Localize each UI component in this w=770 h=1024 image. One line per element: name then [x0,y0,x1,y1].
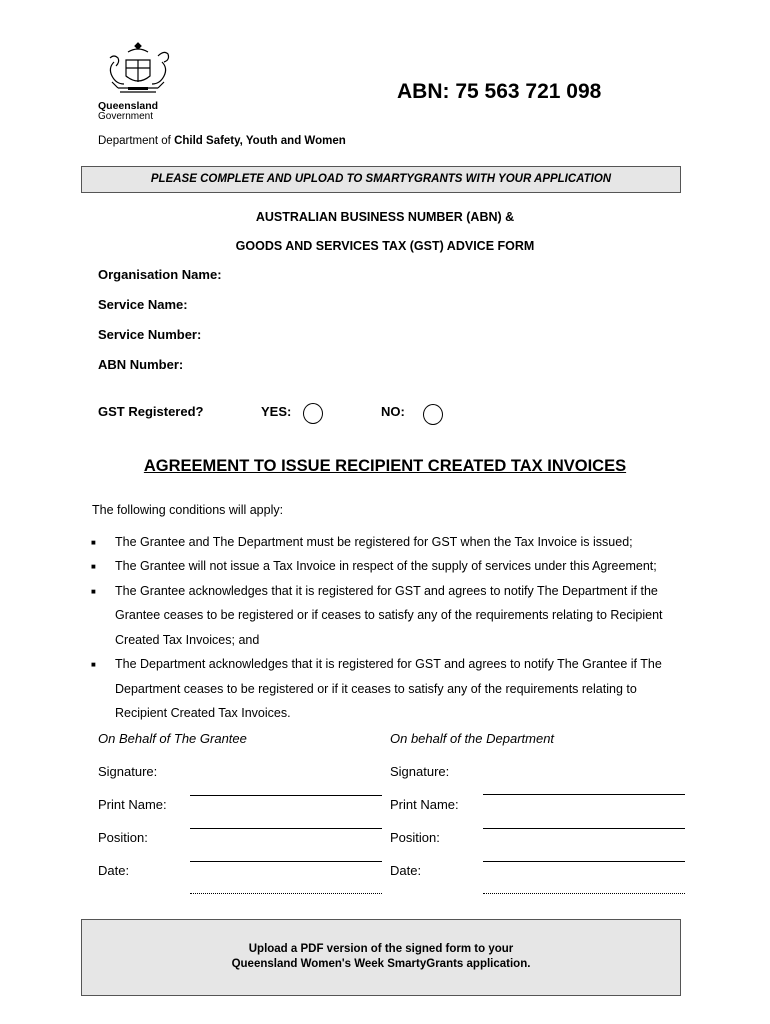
bullet-4: ■ [91,660,96,669]
condition-3-line2: Grantee ceases to be registered or if ceases to satisfy any of the requirements relating to Recipient [115,608,663,622]
department-print-name-label: Print Name: [390,797,459,812]
service-number-label: Service Number: [98,327,202,342]
department-date-label: Date: [390,863,422,878]
conditions-intro: The following conditions will apply: [92,503,284,517]
upload-instructions-line2: Queensland Women's Week SmartyGrants application. [231,958,531,970]
grantee-position-label: Position: [98,830,148,845]
gst-yes-label: YES: [261,404,292,419]
grantee-signature-line[interactable] [190,795,382,796]
upload-instructions-line1: Upload a PDF version of the signed form to your [248,943,514,955]
gst-no-label: NO: [381,404,405,419]
condition-3-line1: The Grantee acknowledges that it is registered for GST and agrees to notify The Department if the [115,584,658,598]
gst-yes-radio[interactable] [303,403,323,424]
form-title-line1: AUSTRALIAN BUSINESS NUMBER (ABN) & [255,210,515,224]
gst-no-radio[interactable] [423,404,443,425]
department-heading: On behalf of the Department [390,731,555,746]
condition-1: The Grantee and The Department must be registered for GST when the Tax Invoice is issued; [115,535,633,549]
abn-title: ABN: 75 563 721 098 [397,80,602,103]
organisation-name-label: Organisation Name: [98,267,222,282]
grantee-position-line[interactable] [190,861,382,862]
department-signature-label: Signature: [390,764,450,779]
department-prefix: Department of [98,135,175,147]
condition-4-line2: Department ceases to be registered or if it ceases to satisfy any of the requirements relating to [115,682,637,696]
bullet-3: ■ [91,587,96,596]
condition-3-line3: Created Tax Invoices; and [115,633,260,647]
form-title-line2: GOODS AND SERVICES TAX (GST) ADVICE FORM [235,239,535,253]
notice-banner: PLEASE COMPLETE AND UPLOAD TO SMARTYGRANTS WITH YOUR APPLICATION [81,166,681,193]
department-signature-line[interactable] [483,794,685,795]
grantee-date-label: Date: [98,863,130,878]
service-name-label: Service Name: [98,297,188,312]
logo-name: Queensland [98,100,159,112]
agreement-title: AGREEMENT TO ISSUE RECIPIENT CREATED TAX INVOICES [143,457,627,475]
logo-subtitle: Government [98,111,154,122]
grantee-print-name-line[interactable] [190,828,382,829]
department-date-line[interactable] [483,893,685,894]
department-name [98,135,346,147]
condition-4-line1: The Department acknowledges that it is registered for GST and agrees to notify The Grantee if The [115,657,662,671]
department-title: Child Safety, Youth and Women [174,135,346,147]
department-position-line[interactable] [483,861,685,862]
bullet-2: ■ [91,562,96,571]
grantee-signature-label: Signature: [98,764,158,779]
grantee-print-name-label: Print Name: [98,797,167,812]
condition-4-line3: Recipient Created Tax Invoices. [115,706,291,720]
grantee-date-line[interactable] [190,893,382,894]
department-print-name-line[interactable] [483,828,685,829]
grantee-heading: On Behalf of The Grantee [98,731,247,746]
department-position-label: Position: [390,830,440,845]
condition-2: The Grantee will not issue a Tax Invoice in respect of the supply of services under this Agreement; [115,559,657,573]
abn-number-label: ABN Number: [98,357,184,372]
gst-registered-label: GST Registered? [98,404,204,419]
bullet-1: ■ [91,538,96,547]
